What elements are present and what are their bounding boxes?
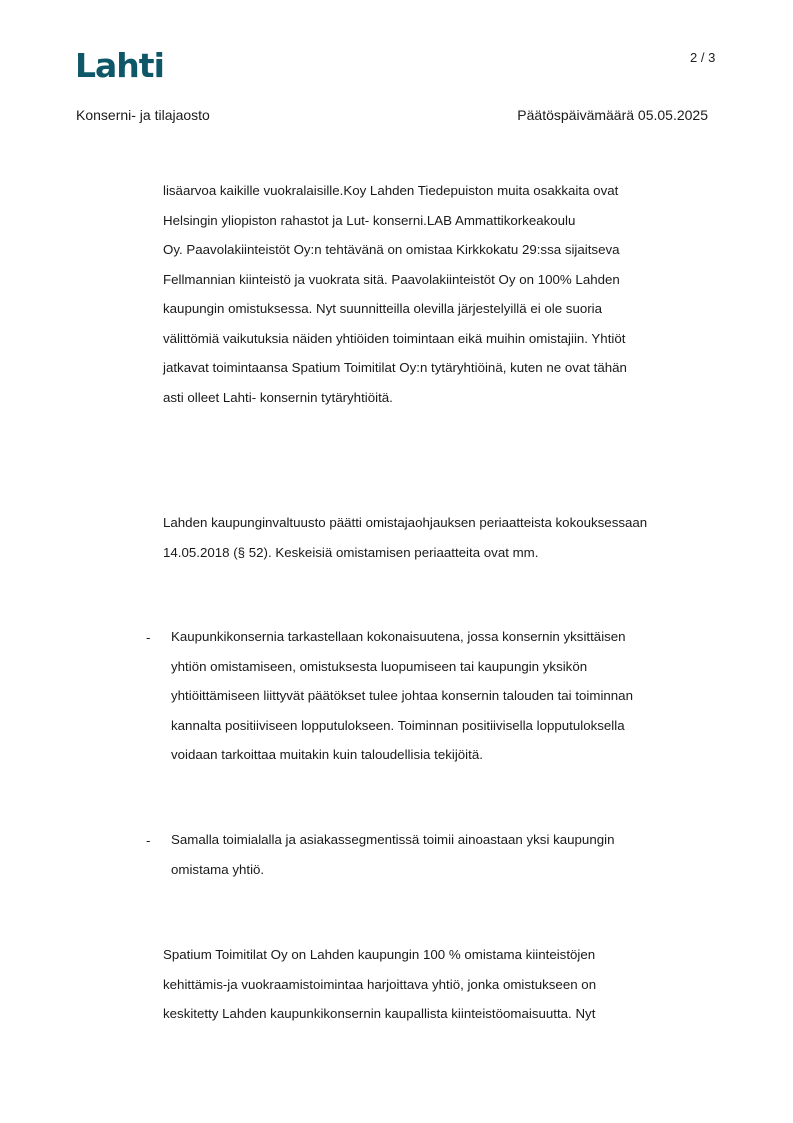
text-line: omistama yhtiö.	[171, 861, 265, 877]
paragraph-spatium	[163, 940, 723, 1029]
text-line: keskitetty Lahden kaupunkikonsernin kaupallista kiinteistöomaisuutta. Nyt	[163, 1006, 596, 1021]
text-line: yhtiön omistamiseen, omistuksesta luopumiseen tai kaupungin yksikön	[171, 658, 588, 674]
page-number: 2 / 3	[690, 50, 716, 65]
paragraph-ownership-principles	[163, 508, 723, 567]
text-line: jatkavat toimintaansa Spatium Toimitilat Oy:n tytäryhtiöinä, kuten ne ovat tähän	[163, 360, 627, 375]
bullet-marker: -	[146, 833, 151, 848]
text-line: kannalta positiiviseen lopputulokseen. Toiminnan positiivisella lopputuloksella	[171, 717, 625, 733]
text-line: välittömiä vaikutuksia näiden yhtiöiden toimintaan eikä muihin omistajiin. Yhtiöt	[163, 330, 626, 346]
text-line: voidaan tarkoittaa muitakin kuin taloudellisia tekijöitä.	[171, 747, 483, 762]
department-name: Konserni- ja tilajaosto	[76, 107, 210, 123]
text-line: Oy. Paavolakiinteistöt Oy:n tehtävänä on omistaa Kirkkokatu 29:ssa sijaitseva	[163, 242, 620, 257]
text-line: Spatium Toimitilat Oy on Lahden kaupungin 100 % omistama kiinteistöjen	[163, 947, 596, 962]
lahti-logo: Lahti	[75, 46, 164, 85]
text-line: kaupungin omistuksessa. Nyt suunnitteilla olevilla järjestelyillä ei ole suoria	[163, 301, 603, 316]
text-line: Fellmannian kiinteistö ja vuokrata sitä. Paavolakiinteistöt Oy on 100% Lahden	[163, 271, 620, 287]
decision-date: Päätöspäivämäärä 05.05.2025	[517, 107, 708, 123]
bullet-item-single-company	[171, 825, 731, 884]
text-line: yhtiöittämiseen liittyvät päätökset tulee johtaa konsernin talouden tai toiminnan	[171, 688, 633, 703]
text-line: Samalla toimialalla ja asiakassegmentissä toimii ainoastaan yksi kaupungin	[171, 832, 615, 847]
text-line: Lahden kaupunginvaltuusto päätti omistajaohjauksen periaatteista kokouksessaan	[163, 515, 648, 530]
text-line: lisäarvoa kaikille vuokralaisille.Koy Lahden Tiedepuiston muita osakkaita ovat	[163, 183, 619, 198]
text-line: Helsingin yliopiston rahastot ja Lut- konserni.LAB Ammattikorkeakoulu	[163, 212, 576, 228]
paragraph-subsidiaries	[163, 176, 723, 412]
text-line: kehittämis-ja vuokraamistoimintaa harjoittava yhtiö, jonka omistukseen on	[163, 976, 597, 992]
bullet-item-group-review	[171, 622, 731, 770]
text-line: asti olleet Lahti- konsernin tytäryhtiöitä.	[163, 389, 393, 405]
text-line: Kaupunkikonsernia tarkastellaan kokonaisuutena, jossa konsernin yksittäisen	[171, 629, 626, 644]
text-line: 14.05.2018 (§ 52). Keskeisiä omistamisen periaatteita ovat mm.	[163, 544, 539, 560]
bullet-marker: -	[146, 630, 151, 645]
